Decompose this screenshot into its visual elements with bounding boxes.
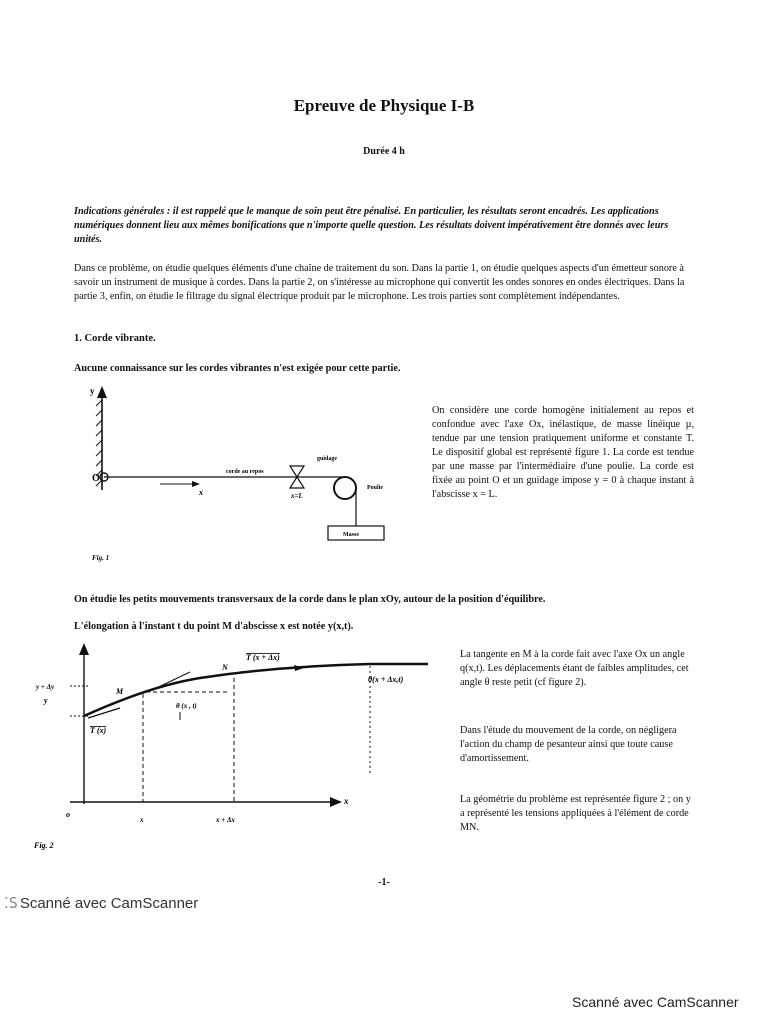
fig1-label-masse: Masse: [343, 532, 359, 538]
fig1-label-y: y: [90, 386, 95, 396]
intro-paragraph: Dans ce problème, on étudie quelques éléments d'une chaîne de traitement du son. Dans la partie 1, on étudie quelques aspects d'un émetteur sonore à savoir un instrument de musique à cordes. Dans la partie 2, on s'intéresse au microphone qui convertit les ondes sonores en ondes électriques. Dans la partie 3, enfin, on étudie le filtrage du signal électrique produit par le microphone. Les trois parties sont complètement indépendantes.: [74, 263, 685, 302]
figure-2: [30, 636, 450, 856]
figure-1-description: On considère une corde homogène initialement au repos et confondue avec l'axe Ox, inélastique, de masse linéique µ, tendue par une tension pratiquement uniforme et constante T. Le dispositif global est représenté figure 1. La corde est tendue par une masse par l'intermédiaire d'une poulie. La corde est fixée au point O et un guidage impose y = 0 à chaque instant à l'abscisse x = L.: [432, 405, 694, 500]
small-movements-text: On étudie les petits mouvements transversaux de la corde dans le plan xOy, autour de la position d'équilibre.: [74, 594, 546, 605]
pulley-icon: [334, 477, 356, 499]
y-arrow: [79, 643, 89, 655]
section-title: 1. Corde vibrante.: [74, 333, 156, 344]
fig2-label-Tx: T (x): [90, 726, 107, 735]
fig1-caption: Fig. 1: [92, 554, 110, 562]
watermark-bottom: Scanné avec CamScanner: [572, 994, 739, 1010]
general-indications: Indications générales : il est rappelé que le manque de soin peut être pénalisé. En particulier, les résultats seront encadrés. Les applications numériques donnent lieu aux mêmes bonifications que n'importe quelle question. Les résultats doivent impérativement être donnés avec leurs unités.: [74, 206, 669, 245]
watermark-top: [4, 894, 198, 912]
figure-2-text-1: La tangente en M à la corde fait avec l'axe Ox un angle q(x,t). Les déplacements étant de faibles amplitudes, cet angle θ reste petit (cf figure 2).: [460, 649, 689, 688]
fig1-label-corde: corde au repos: [226, 469, 264, 475]
fig1-label-o: O: [92, 473, 100, 484]
fig2-caption: Fig. 2: [34, 841, 54, 850]
x-arrow: [330, 797, 342, 807]
fig1-label-poulie: Poulie: [367, 485, 383, 491]
figure-2-text-3: La géométrie du problème est représentée figure 2 ; on y a représenté les tensions appliquées à l'élément de corde MN.: [460, 794, 691, 833]
string-curve: [84, 664, 428, 716]
fig1-label-x: x: [199, 488, 203, 497]
watermark-text-1: Scanné avec CamScanner: [19, 895, 199, 912]
y-arrow: [97, 386, 107, 398]
duration: Durée 4 h: [363, 146, 405, 157]
fig2-label-theta: θ (x , t): [176, 702, 197, 710]
figure-2-text-2: Dans l'étude du mouvement de la corde, on négligera l'action du champ de pesanteur ainsi que toute cause d'amortissement.: [460, 725, 677, 764]
fig1-label-xL: x=L: [291, 492, 303, 500]
fig2-label-M: M: [116, 687, 124, 696]
fig2-label-Txdx: T (x + Δx): [246, 653, 280, 662]
fig2-label-x-axis: x: [344, 796, 349, 806]
fig2-label-ydy: y + Δy: [36, 683, 55, 691]
fig1-label-guidage: guidage: [317, 456, 338, 462]
figure-1: [70, 380, 410, 580]
page-title: Epreuve de Physique I-B: [293, 96, 475, 115]
section-note: Aucune connaissance sur les cordes vibrantes n'est exigée pour cette partie.: [74, 363, 401, 374]
fig2-label-y: y: [44, 696, 48, 705]
elongation-text: L'élongation à l'instant t du point M d'abscisse x est notée y(x,t).: [74, 621, 354, 632]
page-number: -1-: [378, 877, 390, 888]
camscanner-icon: ⁚S: [4, 894, 18, 912]
fig2-label-theta2: θ(x + Δx,t): [368, 675, 404, 684]
fig2-label-x: x: [140, 816, 144, 824]
fig2-label-o: o: [66, 810, 70, 819]
fig2-label-N: N: [222, 663, 228, 672]
x-arrow: [192, 481, 200, 487]
fig2-label-xdx: x + Δx: [216, 816, 235, 824]
